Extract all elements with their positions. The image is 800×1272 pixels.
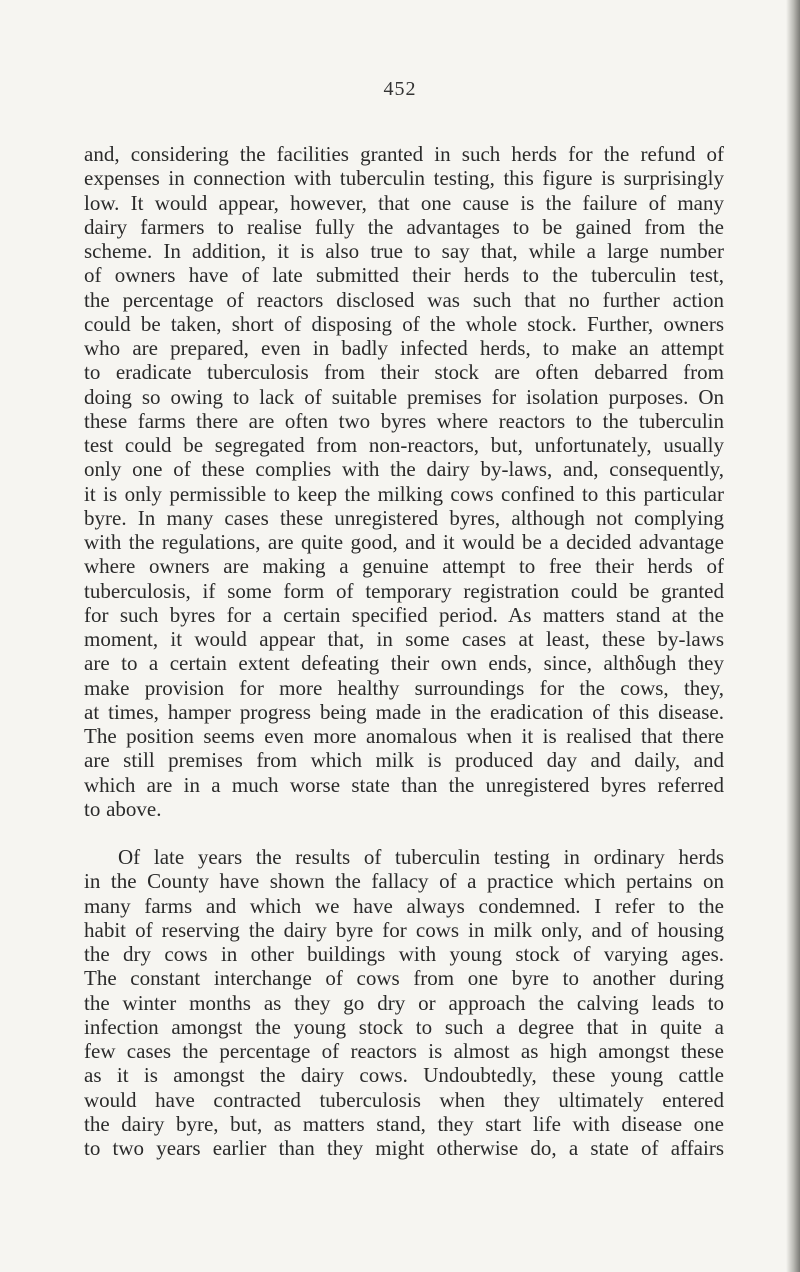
text-line: for such byres for a certain specified period. As matters stand at the <box>84 602 724 627</box>
text-line: who are prepared, even in badly infected herds, to make an attempt <box>84 336 724 360</box>
text-line: few cases the percentage of reactors is almost as high amongst these <box>84 1039 724 1063</box>
text-line: Of late years the results of tuberculin testing in ordinary herds <box>118 845 724 869</box>
text-line: the percentage of reactors disclosed was such that no further action <box>84 287 724 312</box>
text-line: the dairy byre, but, as matters stand, they start life with disease one <box>84 1111 724 1136</box>
text-line: habit of reserving the dairy byre for cows in milk only, and of housing <box>84 917 724 942</box>
text-line: to eradicate tuberculosis from their stock are often debarred from <box>84 360 724 385</box>
text-line: which are in a much worse state than the unregistered byres referred <box>84 772 724 797</box>
text-line: are to a certain extent defeating their own ends, since, althδugh they <box>84 651 724 676</box>
text-line: The constant interchange of cows from one byre to another during <box>84 966 724 991</box>
text-line: doing so owing to lack of suitable premises for isolation purposes. On <box>84 384 724 409</box>
text-line: the winter months as they go dry or approach the calving leads to <box>84 990 724 1015</box>
text-line: test could be segregated from non-reactors, but, unfortunately, usually <box>84 433 724 457</box>
text-line: to two years earlier than they might otherwise do, a state of affairs <box>84 1136 724 1160</box>
text-line: dairy farmers to realise fully the advantages to be gained from the <box>84 214 724 239</box>
paragraph-1 <box>84 142 724 821</box>
text-line: at times, hamper progress being made in the eradication of this disease. <box>84 699 724 724</box>
text-line: to above. <box>84 796 162 821</box>
text-line: as it is amongst the dairy cows. Undoubtedly, these young cattle <box>84 1063 724 1088</box>
text-line: scheme. In addition, it is also true to say that, while a large number <box>84 239 724 263</box>
text-line: with the regulations, are quite good, and it would be a decided advantage <box>84 530 724 554</box>
text-line: could be taken, short of disposing of the whole stock. Further, owners <box>84 311 724 336</box>
text-line: byre. In many cases these unregistered byres, although not complying <box>84 505 724 530</box>
page-number: 452 <box>383 78 417 100</box>
text-line: moment, it would appear that, in some cases at least, these by-laws <box>84 627 724 651</box>
text-line: the dry cows in other buildings with young stock of varying ages. <box>84 942 724 966</box>
text-line: in the County have shown the fallacy of a practice which pertains on <box>84 869 724 894</box>
text-line: where owners are making a genuine attempt to free their herds of <box>84 554 724 579</box>
text-line: tuberculosis, if some form of temporary registration could be granted <box>84 578 724 603</box>
page-edge-shadow <box>786 0 800 1272</box>
text-line: expenses in connection with tuberculin testing, this figure is surprisingly <box>84 166 724 191</box>
text-line: are still premises from which milk is produced day and daily, and <box>84 748 724 773</box>
text-line: would have contracted tuberculosis when they ultimately entered <box>84 1087 724 1112</box>
text-line: it is only permissible to keep the milking cows confined to this particular <box>84 481 724 506</box>
paragraph-2 <box>84 845 724 1160</box>
text-line: of owners have of late submitted their herds to the tuberculin test, <box>84 263 724 288</box>
text-line: make provision for more healthy surroundings for the cows, they, <box>84 675 724 700</box>
text-line: The position seems even more anomalous when it is realised that there <box>84 724 724 748</box>
text-line: low. It would appear, however, that one cause is the failure of many <box>84 190 724 215</box>
text-line: infection amongst the young stock to such a degree that in quite a <box>84 1014 724 1039</box>
text-line: many farms and which we have always condemned. I refer to the <box>84 893 724 918</box>
text-line: these farms there are often two byres where reactors to the tuberculin <box>84 408 724 433</box>
text-line: and, considering the facilities granted in such herds for the refund of <box>84 142 724 166</box>
text-line: only one of these complies with the dairy by-laws, and, consequently, <box>84 457 724 482</box>
